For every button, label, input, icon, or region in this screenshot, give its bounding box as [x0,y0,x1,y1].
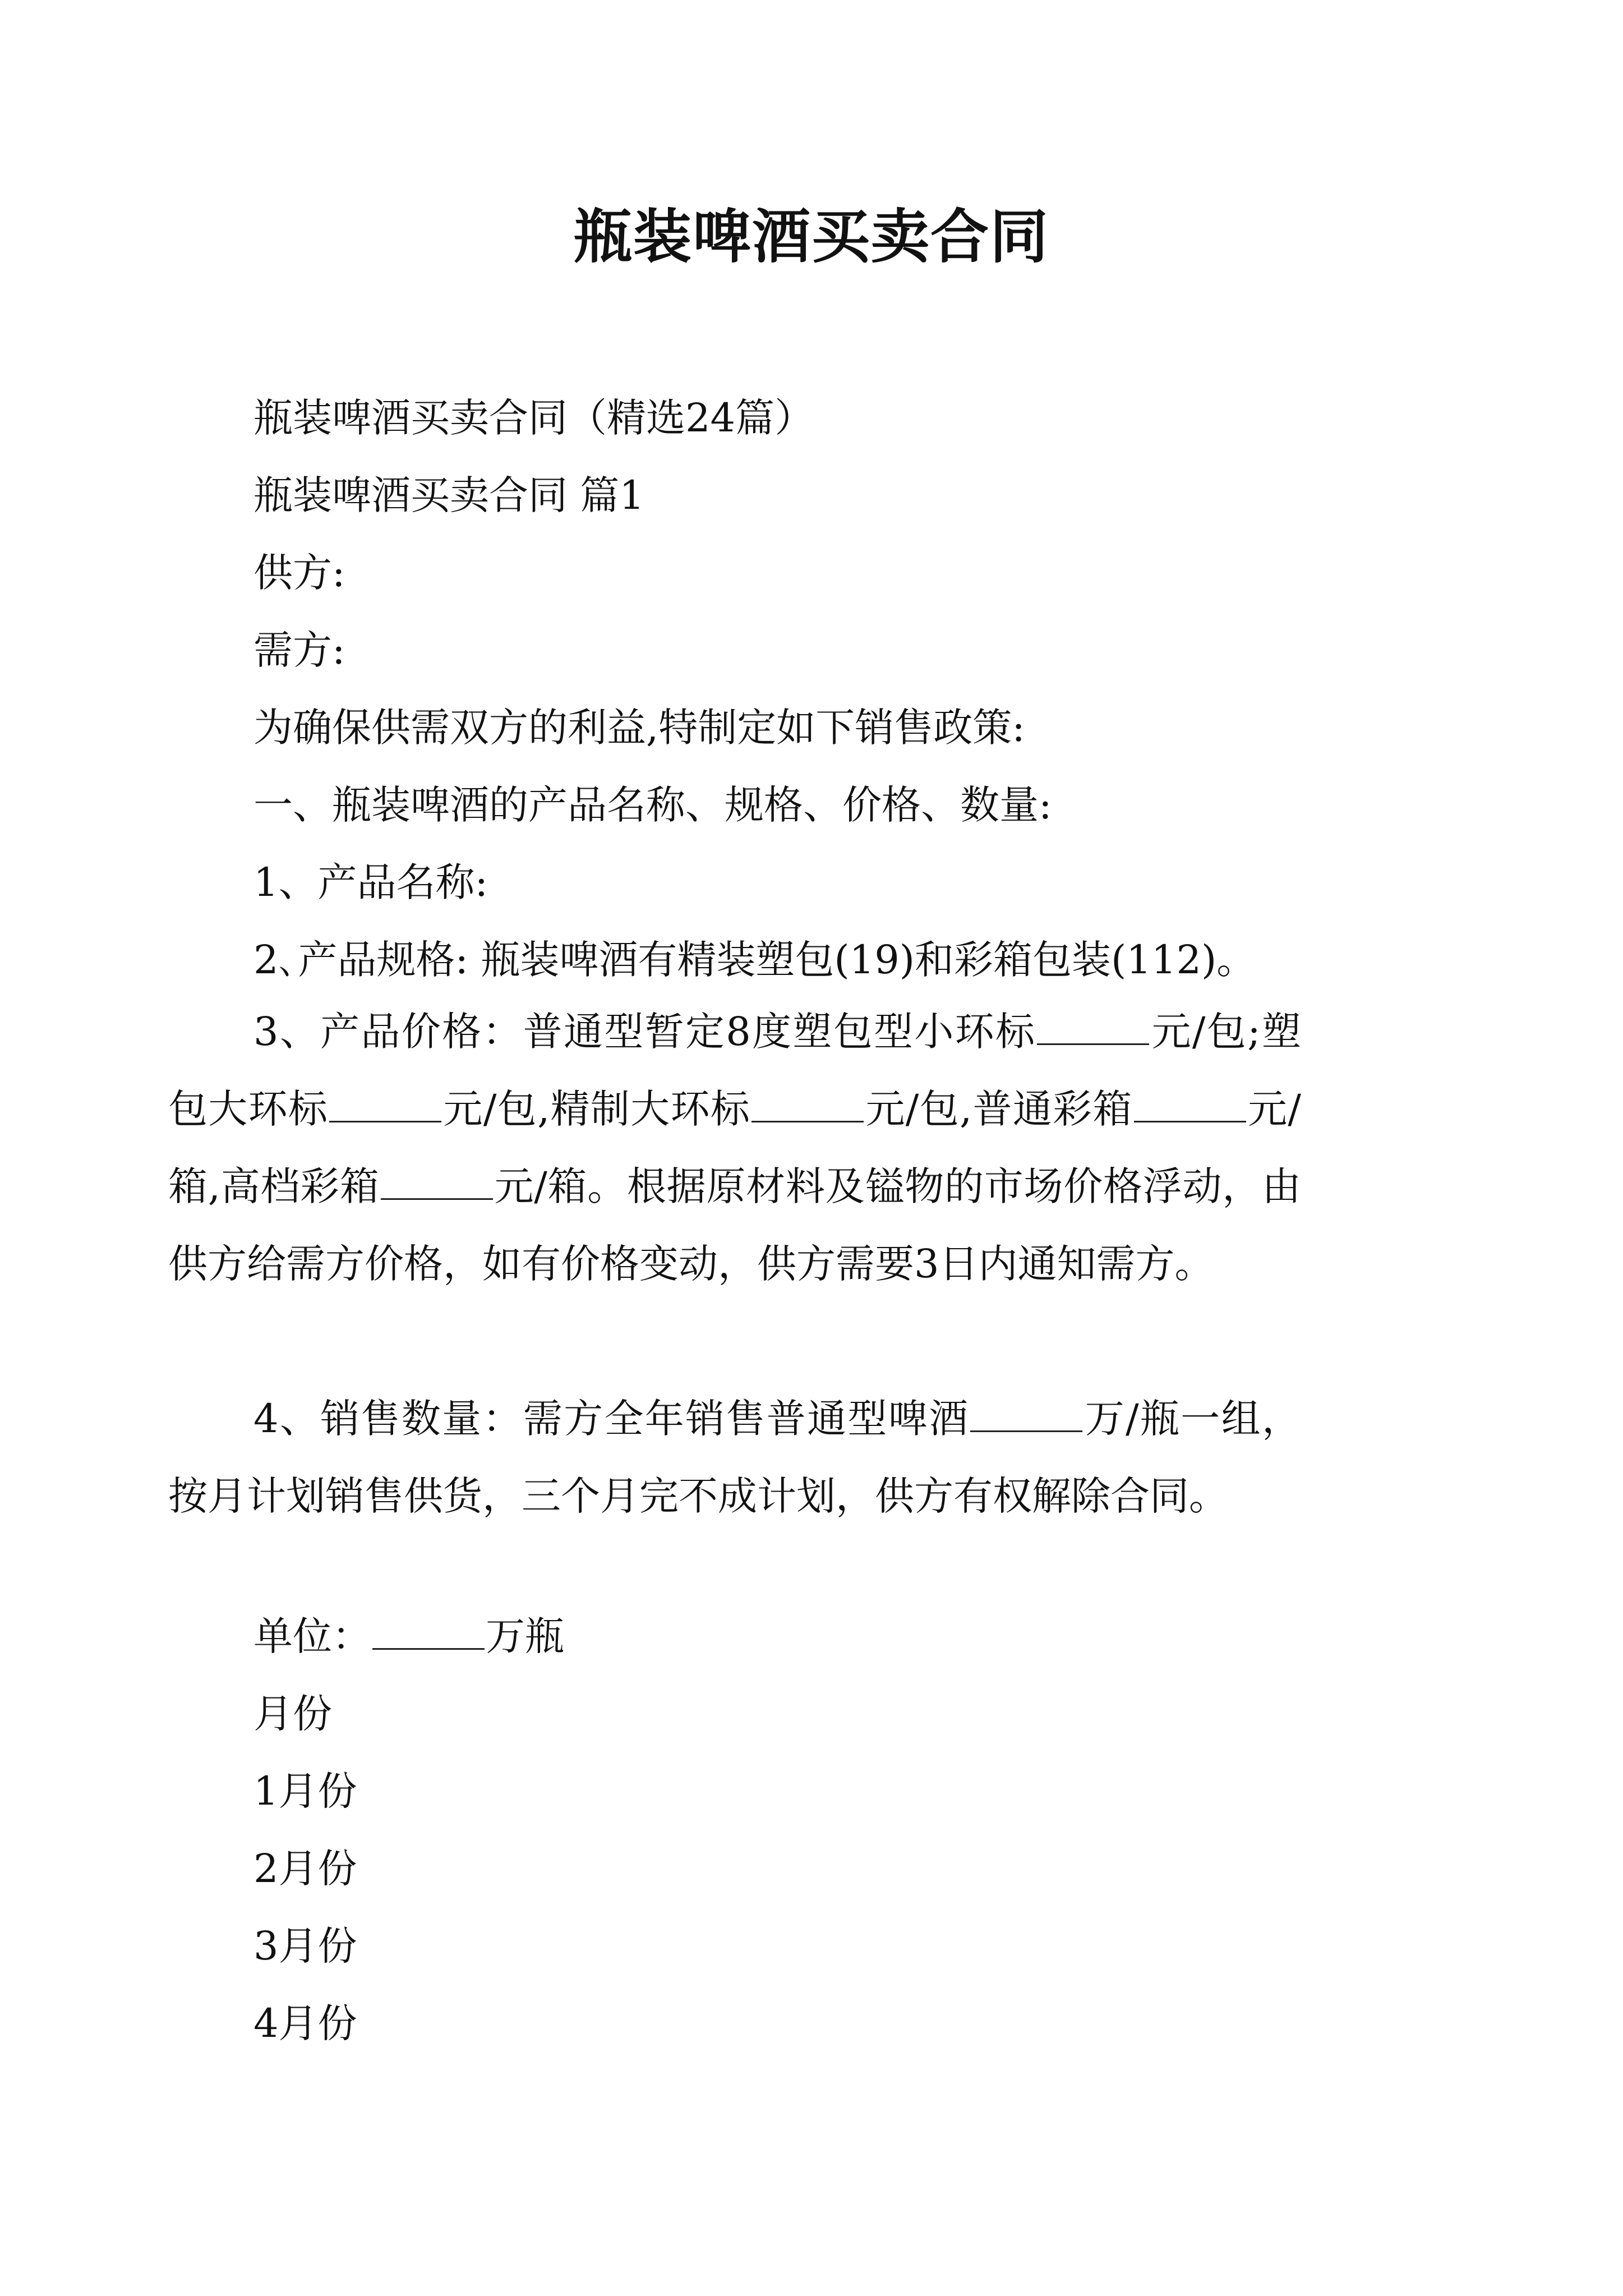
clause-heading: 一、瓶装啤酒的产品名称、规格、价格、数量: [253,782,1052,828]
unit-label: 单位： [253,1613,371,1659]
price-blank-5 [381,1165,493,1200]
price-blank-1 [1037,1010,1149,1045]
intro-paragraph: 为确保供需双方的利益,特制定如下销售政策: [253,705,1025,751]
price-blank-3 [751,1087,864,1122]
price-text-4: 元/包,普通彩箱 [865,1086,1133,1132]
month-row: 1月份 [253,1768,357,1814]
quantity-text-1: 4、销售数量：需方全年销售普通型啤酒 [253,1396,970,1442]
price-blank-4 [1134,1087,1246,1122]
buyer-label: 需方: [253,627,345,673]
item-product-price [168,993,1301,1303]
section-heading: 瓶装啤酒买卖合同 篇1 [253,472,644,518]
price-text-1: 3、产品价格：普通型暂定8度塑包型小环标 [253,1009,1036,1055]
month-row: 3月份 [253,1923,357,1969]
quantity-blank [970,1397,1082,1432]
unit-line [253,1611,1375,1662]
month-header: 月份 [253,1691,332,1737]
unit-suffix: 万瓶 [486,1613,564,1659]
item-product-name: 1、产品名称: [253,859,488,905]
item-sales-quantity [168,1380,1301,1535]
item-product-spec: 2､产品规格: 瓶装啤酒有精装塑包(19)和彩箱包装(112)。 [253,937,1256,983]
month-row: 4月份 [253,2000,357,2046]
document-subtitle: 瓶装啤酒买卖合同（精选24篇） [253,395,814,441]
price-text-5: 元/箱,高档彩箱 [168,1086,1302,1209]
unit-blank [372,1614,485,1650]
document-title: 瓶装啤酒买卖合同 [573,202,1049,271]
price-blank-2 [329,1087,441,1122]
price-text-2: 元/包;塑包大环标 [168,1009,1301,1132]
quantity-text-2: 万/瓶一组，按月计划销售供货，三个月完不成计划，供方有权解除合同。 [168,1396,1301,1519]
price-text-3: 元/包,精制大环标 [442,1086,751,1132]
supplier-label: 供方: [253,550,345,596]
month-row: 2月份 [253,1846,357,1892]
price-text-6: 元/箱。根据原材料及镒物的市场价格浮动，由供方给需方价格，如有价格变动，供方需要3日内通知需方。 [168,1163,1301,1287]
